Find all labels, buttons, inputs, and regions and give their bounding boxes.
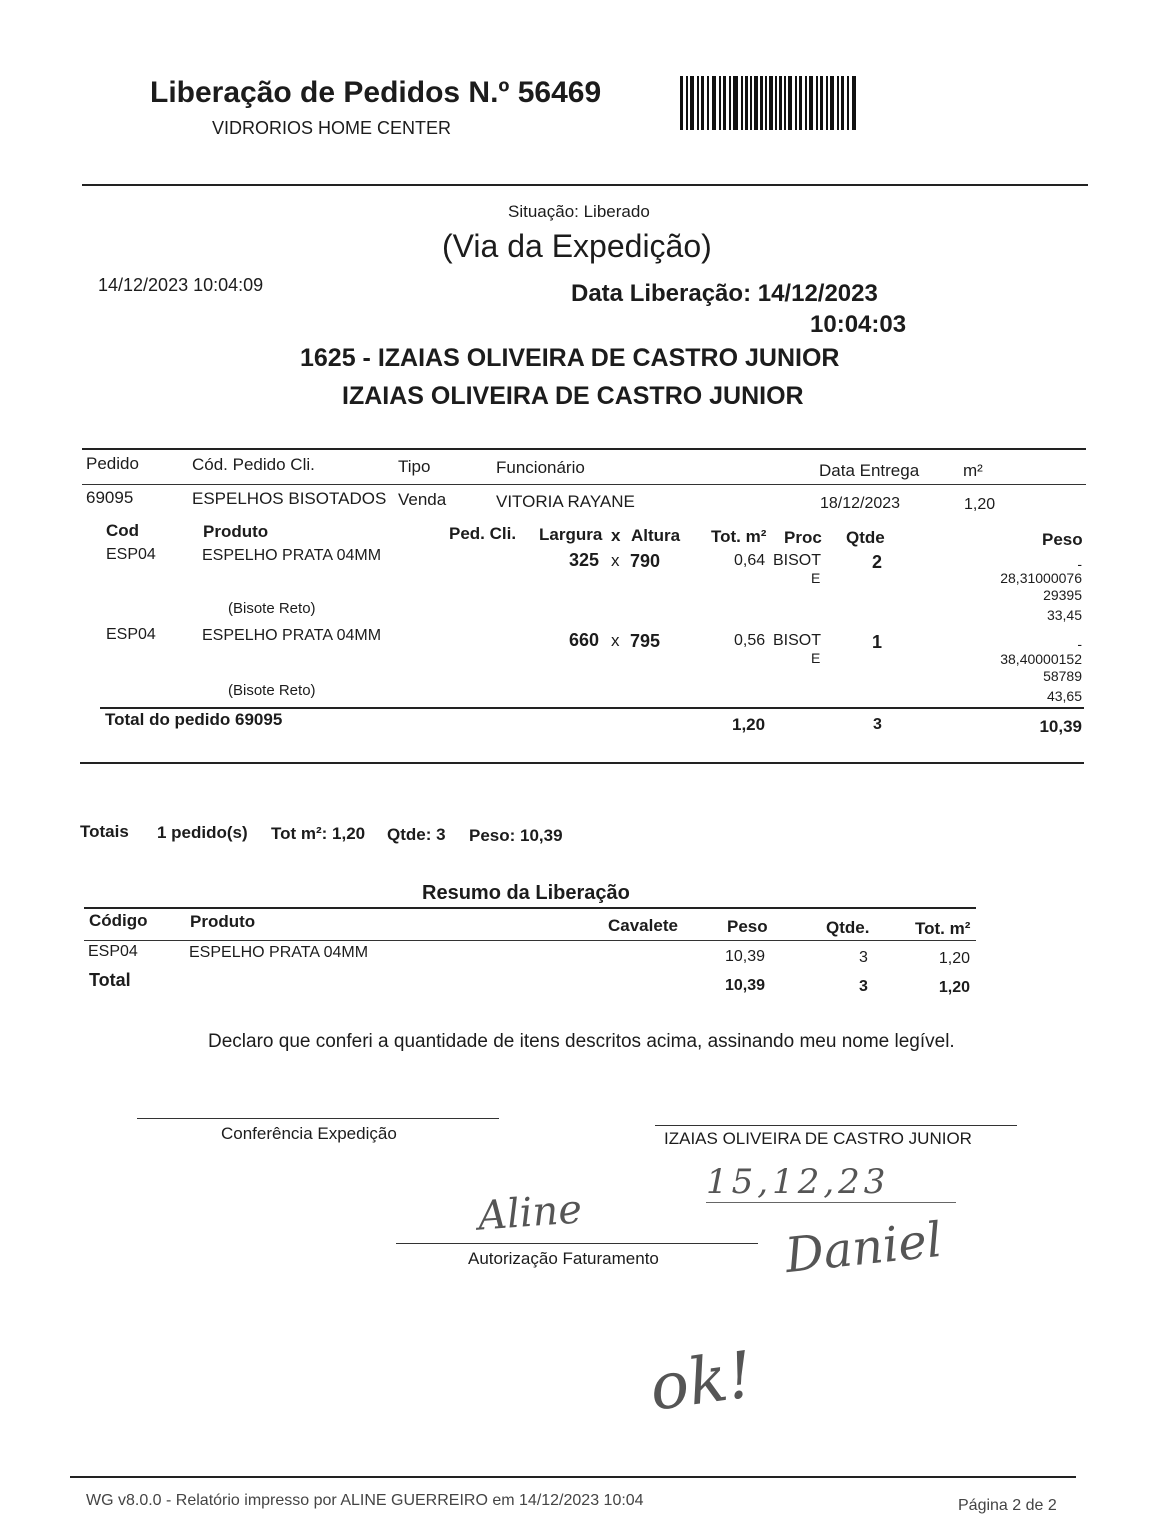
item-proc: BISOT [773, 632, 822, 649]
col-header-cod-pedido-cli: Cód. Pedido Cli. [192, 455, 315, 474]
item-peso-dash: - [1077, 556, 1082, 572]
item-peso-dash: - [1077, 636, 1082, 652]
summary-total-qtde: 3 [859, 978, 868, 995]
item-cod: ESP04 [106, 546, 156, 563]
item-header-qtde: Qtde [846, 528, 885, 547]
summary-row-qtde: 3 [859, 949, 868, 966]
col-header-funcionario: Funcionário [496, 458, 585, 477]
summary-total-label: Total [89, 970, 131, 990]
col-header-pedido: Pedido [86, 454, 139, 473]
printed-timestamp: 14/12/2023 10:04:09 [98, 275, 264, 295]
item-x: x [611, 631, 620, 650]
summary-row-codigo: ESP04 [88, 943, 138, 960]
item-peso-cont: 29395 [1043, 587, 1082, 603]
order-total-qtde: 3 [873, 716, 882, 733]
divider [84, 940, 976, 941]
item-peso-cont: 58789 [1043, 668, 1082, 684]
item-note: (Bisote Reto) [228, 600, 316, 617]
item-produto: ESPELHO PRATA 04MM [202, 627, 382, 644]
item-peso-total: 43,65 [1046, 688, 1082, 704]
item-x: x [611, 551, 620, 570]
item-tot-m2: 0,64 [734, 552, 766, 569]
footer-printed-by: WG v8.0.0 - Relatório impresso por ALINE GUERREIRO em 14/12/2023 10:04 [86, 1492, 644, 1509]
divider [84, 907, 976, 909]
summary-total-peso: 10,39 [725, 977, 766, 994]
date-underline [706, 1202, 956, 1203]
col-header-m2: m² [963, 461, 983, 480]
item-produto: ESPELHO PRATA 04MM [202, 547, 382, 564]
order-total-m2: 1,20 [732, 715, 766, 734]
summary-header-qtde: Qtde. [826, 918, 870, 937]
divider [70, 1476, 1076, 1478]
summary-row-produto: ESPELHO PRATA 04MM [189, 944, 369, 961]
item-header-tot-m2: Tot. m² [711, 527, 767, 546]
item-peso: 38,40000152 [1000, 651, 1082, 667]
order-cod-pedido-cli: ESPELHOS BISOTADOS [192, 489, 387, 508]
item-peso-total: 33,45 [1046, 607, 1082, 623]
via-title: (Via da Expedição) [442, 228, 712, 264]
handwritten-signature-daniel: Daniel [782, 1211, 945, 1285]
summary-header-produto: Produto [190, 912, 256, 931]
summary-header-tot-m2: Tot. m² [915, 919, 971, 938]
totals-peso: Peso: 10,39 [469, 826, 563, 845]
release-time: 10:04:03 [810, 311, 907, 338]
order-tipo: Venda [398, 490, 447, 509]
item-qtde: 2 [872, 552, 883, 572]
item-tot-m2: 0,56 [734, 632, 766, 649]
item-proc-cont: E [811, 650, 821, 666]
handwritten-date: 15,12,23 [706, 1162, 890, 1202]
item-altura: 795 [630, 631, 661, 651]
item-largura: 660 [569, 630, 600, 650]
item-header-ped-cli: Ped. Cli. [449, 524, 517, 543]
signature-line [655, 1125, 1017, 1126]
totals-m2: Tot m²: 1,20 [271, 824, 366, 843]
divider [100, 707, 1084, 709]
item-proc: BISOT [773, 552, 822, 569]
signature-autorizacao-label: Autorização Faturamento [468, 1249, 659, 1268]
item-note: (Bisote Reto) [228, 682, 316, 699]
handwritten-signature-aline: Aline [476, 1186, 584, 1240]
summary-total-tot-m2: 1,20 [938, 979, 970, 996]
signature-conferencia-label: Conferência Expedição [221, 1124, 397, 1143]
col-header-tipo: Tipo [398, 457, 431, 476]
summary-row-peso: 10,39 [725, 948, 766, 965]
signature-client-name: IZAIAS OLIVEIRA DE CASTRO JUNIOR [664, 1129, 972, 1148]
item-altura: 790 [630, 551, 661, 571]
order-m2: 1,20 [964, 496, 996, 513]
totals-label: Totais [80, 822, 129, 841]
order-total-label: Total do pedido 69095 [105, 710, 283, 729]
summary-title: Resumo da Liberação [422, 882, 630, 904]
item-header-largura: Largura [539, 525, 603, 544]
order-funcionario: VITORIA RAYANE [496, 492, 635, 511]
item-header-produto: Produto [203, 522, 269, 541]
summary-header-peso: Peso [727, 917, 768, 936]
document-title: Liberação de Pedidos N.º 56469 [150, 76, 602, 109]
signature-line [137, 1118, 499, 1119]
summary-header-codigo: Código [89, 911, 148, 930]
divider [82, 448, 1086, 450]
item-header-proc: Proc [784, 528, 822, 547]
barcode-icon [680, 76, 860, 130]
release-date: Data Liberação: 14/12/2023 [571, 280, 878, 307]
item-proc-cont: E [811, 570, 821, 586]
item-largura: 325 [569, 550, 600, 570]
company-name: VIDRORIOS HOME CENTER [212, 118, 452, 138]
summary-row-tot-m2: 1,20 [938, 950, 970, 967]
summary-header-cavalete: Cavalete [608, 916, 678, 935]
client-line-2: IZAIAS OLIVEIRA DE CASTRO JUNIOR [342, 382, 804, 410]
item-qtde: 1 [872, 632, 883, 652]
status-text: Situação: Liberado [508, 202, 650, 221]
totals-pedidos: 1 pedido(s) [157, 823, 248, 842]
divider [80, 762, 1084, 764]
declaration-text: Declaro que conferi a quantidade de itens descritos acima, assinando meu nome legível. [208, 1031, 955, 1052]
item-peso: 28,31000076 [1000, 570, 1082, 586]
totals-qtde: Qtde: 3 [387, 825, 446, 844]
order-pedido: 69095 [86, 488, 134, 507]
item-header-x: x [611, 526, 621, 545]
handwritten-ok-mark: ok! [645, 1338, 758, 1426]
item-header-cod: Cod [106, 521, 140, 540]
order-data-entrega: 18/12/2023 [820, 495, 901, 512]
footer-page-number: Página 2 de 2 [958, 1497, 1057, 1514]
item-cod: ESP04 [106, 626, 156, 643]
item-header-peso: Peso [1042, 530, 1083, 549]
col-header-data-entrega: Data Entrega [819, 461, 920, 480]
client-line-1: 1625 - IZAIAS OLIVEIRA DE CASTRO JUNIOR [300, 344, 840, 372]
order-total-peso: 10,39 [1039, 717, 1082, 736]
signature-line [396, 1243, 758, 1244]
divider [82, 184, 1088, 186]
divider [82, 484, 1086, 485]
item-header-altura: Altura [631, 526, 681, 545]
